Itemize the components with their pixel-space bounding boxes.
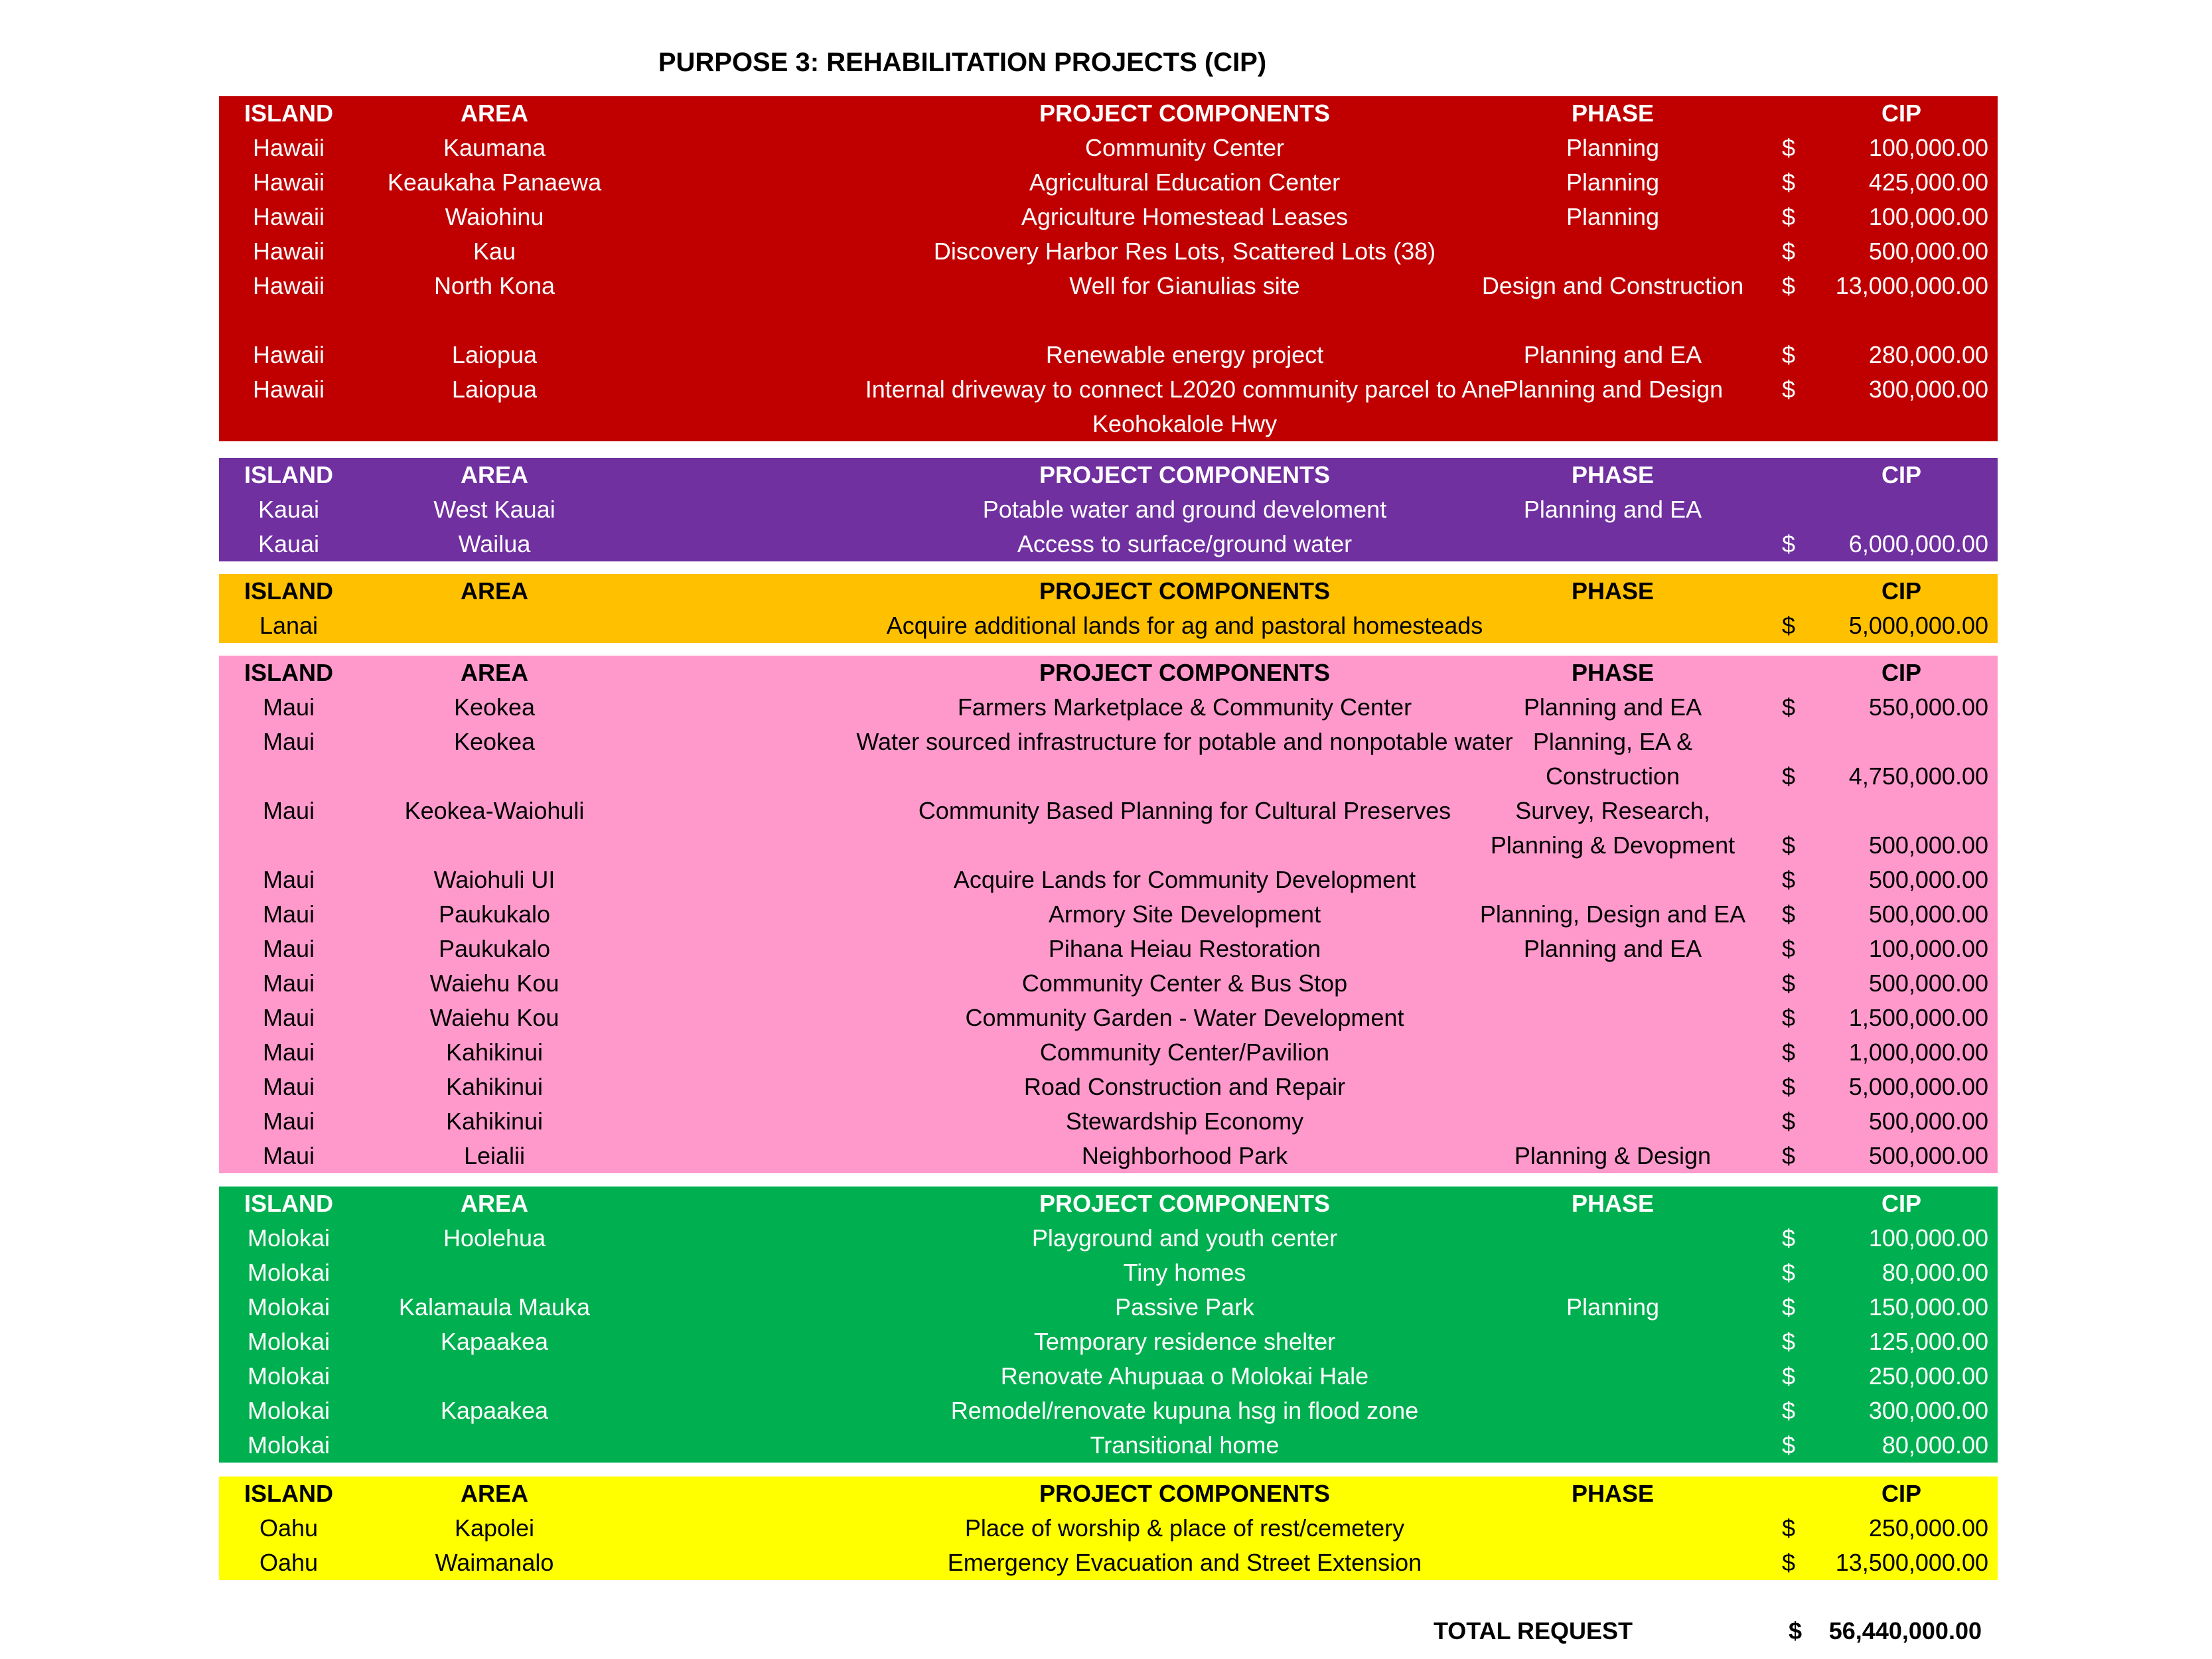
area-cell: Paukukalo [438,935,551,962]
project-cell: Playground and youth center [1031,1224,1338,1252]
header-row [219,1477,1998,1511]
table-row [219,609,1998,643]
dollar-sign: $ [1781,1004,1796,1031]
island-cell: Molokai [247,1431,331,1459]
header-phase: PHASE [1571,461,1655,488]
area-cell: Laiopua [451,376,538,403]
project-cell: Acquire Lands for Community Development [953,866,1416,893]
table-row [219,1394,1998,1428]
phase-cell: Planning [1566,169,1660,196]
dollar-sign: $ [1781,1362,1796,1390]
island-cell: Maui [262,728,315,755]
header-cip: CIP [1881,659,1921,686]
table-row [219,863,1998,897]
header-island: ISLAND [244,577,333,605]
cip-amount: 300,000.00 [1868,376,1988,403]
island-cell: Hawaii [252,203,325,230]
island-cell: Kauai [258,496,320,523]
dollar-sign: $ [1781,612,1796,639]
area-cell: Hoolehua [443,1224,546,1252]
cip-amount: 500,000.00 [1868,901,1988,928]
table-row [219,1104,1998,1139]
island-cell: Lanai [259,612,319,639]
area-cell: Kahikinui [445,1039,544,1066]
project-cell: Remodel/renovate kupuna hsg in flood zone [950,1397,1419,1424]
project-cell: Neighborhood Park [1081,1142,1288,1169]
project-cell: Well for Gianulias site [1069,272,1300,299]
area-cell: Keokea [453,693,536,721]
dollar-sign: $ [1781,762,1796,790]
table-row [219,492,1998,527]
phase-cell: Planning, Design and EA [1479,901,1746,928]
total-amount: 56,440,000.00 [1828,1617,1982,1644]
cip-amount: 1,500,000.00 [1848,1004,1988,1031]
cip-amount: 100,000.00 [1868,134,1988,161]
phase-cell: Planning and EA [1523,341,1702,368]
header-row [219,1187,1998,1221]
header-project-components: PROJECT COMPONENTS [1039,461,1331,488]
area-cell: Laiopua [451,341,538,368]
cip-amount: 250,000.00 [1868,1362,1988,1390]
project-cell: Road Construction and Repair [1023,1073,1346,1100]
dollar-sign: $ [1781,1259,1796,1286]
project-cell: Agriculture Homestead Leases [1021,203,1349,230]
area-cell: Keokea [453,728,536,755]
phase-cell: Planning and EA [1523,496,1702,523]
project-cell: Armory Site Development [1048,901,1321,928]
island-section [219,1187,1998,1463]
area-cell: Keaukaha Panaewa [387,169,602,196]
area-cell: Waiohinu [445,203,544,230]
project-cell: Access to surface/ground water [1017,530,1353,557]
table-row [219,1221,1998,1256]
header-project-components: PROJECT COMPONENTS [1039,100,1331,127]
project-cell: Tiny homes [1123,1259,1246,1286]
phase-cell-continued: Construction [1545,762,1680,790]
header-cip: CIP [1881,1480,1921,1507]
project-cell: Temporary residence shelter [1033,1328,1336,1355]
project-cell: Agricultural Education Center [1029,169,1341,196]
dollar-sign: $ [1781,866,1796,893]
phase-cell: Planning [1566,203,1660,230]
header-island: ISLAND [244,461,333,488]
header-row [219,96,1998,131]
phase-cell: Planning & Design [1514,1142,1712,1169]
island-section [219,458,1998,561]
area-cell: Kahikinui [445,1108,544,1135]
dollar-sign: $ [1781,1073,1796,1100]
header-area: AREA [460,1190,528,1217]
project-cell-continued: Keohokalole Hwy [1092,410,1278,437]
cip-amount: 500,000.00 [1868,866,1988,893]
dollar-sign: $ [1781,530,1796,557]
project-cell: Internal driveway to connect L2020 community parcel to Ane [865,376,1505,403]
area-cell: Kapolei [454,1514,535,1542]
table-row [219,1139,1998,1173]
project-cell: Passive Park [1114,1293,1255,1321]
table-row [219,1325,1998,1359]
table-row [219,165,1998,200]
cip-amount: 5,000,000.00 [1848,1073,1988,1100]
page-title: PURPOSE 3: REHABILITATION PROJECTS (CIP) [658,48,1267,77]
project-cell: Place of worship & place of rest/cemetery [964,1514,1405,1542]
cip-amount: 150,000.00 [1868,1293,1988,1321]
header-row [219,458,1998,492]
dollar-sign: $ [1781,1431,1796,1459]
dollar-sign: $ [1781,203,1796,230]
dollar-sign: $ [1781,169,1796,196]
phase-cell: Planning and EA [1523,935,1702,962]
island-cell: Maui [262,1108,315,1135]
cip-amount: 1,000,000.00 [1848,1039,1988,1066]
island-cell: Molokai [247,1224,331,1252]
header-row [219,574,1998,609]
header-phase: PHASE [1571,577,1655,605]
area-cell: Waiohuli UI [433,866,555,893]
project-cell: Community Center [1084,134,1285,161]
header-area: AREA [460,659,528,686]
dollar-sign: $ [1781,272,1796,299]
project-cell: Renewable energy project [1045,341,1324,368]
project-cell: Farmers Marketplace & Community Center [957,693,1412,721]
area-cell: Kapaakea [440,1397,549,1424]
island-cell: Hawaii [252,341,325,368]
area-cell: Keokea-Waiohuli [404,797,585,824]
header-phase: PHASE [1571,659,1655,686]
dollar-sign: $ [1781,935,1796,962]
island-cell: Molokai [247,1293,331,1321]
table-row [219,794,1998,863]
header-area: AREA [460,577,528,605]
header-project-components: PROJECT COMPONENTS [1039,659,1331,686]
table-row [219,1428,1998,1463]
dollar-sign: $ [1781,1397,1796,1424]
header-area: AREA [460,461,528,488]
island-cell: Oahu [259,1549,319,1576]
table-row [219,372,1998,441]
cip-amount: 80,000.00 [1881,1431,1988,1459]
cip-amount: 500,000.00 [1868,831,1988,859]
cip-amount: 250,000.00 [1868,1514,1988,1542]
island-cell: Hawaii [252,134,325,161]
phase-cell: Planning and EA [1523,693,1702,721]
dollar-sign: $ [1781,1108,1796,1135]
cip-amount: 80,000.00 [1881,1259,1988,1286]
cip-amount: 500,000.00 [1868,1108,1988,1135]
project-cell: Pihana Heiau Restoration [1048,935,1321,962]
cip-amount: 100,000.00 [1868,203,1988,230]
area-cell: Kaumana [443,134,546,161]
area-cell: West Kauai [433,496,555,523]
phase-cell: Design and Construction [1481,272,1744,299]
island-cell: Maui [262,866,315,893]
dollar-sign: $ [1781,1039,1796,1066]
project-cell: Renovate Ahupuaa o Molokai Hale [1000,1362,1369,1390]
total-dollar-sign: $ [1788,1617,1803,1644]
area-cell: Kalamaula Mauka [398,1293,591,1321]
table-row [219,269,1998,303]
table-row [219,897,1998,932]
dollar-sign: $ [1781,693,1796,721]
table-row [219,725,1998,794]
island-section [219,574,1998,643]
table-row [219,131,1998,165]
header-cip: CIP [1881,1190,1921,1217]
cip-amount: 13,500,000.00 [1835,1549,1988,1576]
cip-amount: 500,000.00 [1868,238,1988,265]
header-project-components: PROJECT COMPONENTS [1039,1480,1331,1507]
dollar-sign: $ [1781,1514,1796,1542]
table-row [219,1546,1998,1580]
area-cell: Waiehu Kou [429,1004,559,1031]
table-row [219,1511,1998,1546]
table-row [219,200,1998,234]
cip-amount: 300,000.00 [1868,1397,1988,1424]
dollar-sign: $ [1781,1328,1796,1355]
cip-amount: 500,000.00 [1868,970,1988,997]
phase-cell-continued: Planning & Devopment [1490,831,1735,859]
table-row [219,1035,1998,1070]
project-cell: Discovery Harbor Res Lots, Scattered Lots (38) [933,238,1436,265]
total-request [1433,1614,1991,1648]
table-row [219,1070,1998,1104]
area-cell: North Kona [433,272,555,299]
area-cell: Waiehu Kou [429,970,559,997]
project-cell: Community Based Planning for Cultural Preserves [918,797,1451,824]
island-cell: Maui [262,693,315,721]
cip-amount: 5,000,000.00 [1848,612,1988,639]
island-cell: Maui [262,970,315,997]
cip-amount: 280,000.00 [1868,341,1988,368]
area-cell: Leialii [463,1142,526,1169]
dollar-sign: $ [1781,901,1796,928]
header-phase: PHASE [1571,1480,1655,1507]
table-row [219,338,1998,372]
header-phase: PHASE [1571,100,1655,127]
dollar-sign: $ [1781,341,1796,368]
area-cell: Kau [473,238,516,265]
cip-amount: 125,000.00 [1868,1328,1988,1355]
table-row [219,1290,1998,1325]
table-row [219,1256,1998,1290]
island-cell: Oahu [259,1514,319,1542]
header-area: AREA [460,1480,528,1507]
island-cell: Hawaii [252,376,325,403]
island-cell: Maui [262,1073,315,1100]
island-section [219,656,1998,1173]
table-row [219,1001,1998,1035]
island-cell: Molokai [247,1328,331,1355]
cip-amount: 100,000.00 [1868,935,1988,962]
area-cell: Paukukalo [438,901,551,928]
phase-cell: Planning and Design [1502,376,1724,403]
table-row [219,1359,1998,1394]
dollar-sign: $ [1781,1293,1796,1321]
header-cip: CIP [1881,577,1921,605]
project-cell: Water sourced infrastructure for potable and nonpotable water [856,728,1513,755]
dollar-sign: $ [1781,831,1796,859]
island-cell: Maui [262,797,315,824]
island-cell: Kauai [258,530,320,557]
table-row [219,932,1998,966]
header-island: ISLAND [244,100,333,127]
dollar-sign: $ [1781,1549,1796,1576]
table-row [219,527,1998,561]
island-section [219,1477,1998,1580]
dollar-sign: $ [1781,238,1796,265]
project-cell: Transitional home [1090,1431,1280,1459]
header-area: AREA [460,100,528,127]
project-cell: Acquire additional lands for ag and pastoral homesteads [886,612,1483,639]
area-cell: Wailua [458,530,531,557]
phase-cell: Planning [1566,134,1660,161]
table-row [219,690,1998,725]
header-cip: CIP [1881,100,1921,127]
header-project-components: PROJECT COMPONENTS [1039,1190,1331,1217]
header-row [219,656,1998,690]
total-label: TOTAL REQUEST [1433,1617,1633,1644]
island-cell: Maui [262,1142,315,1169]
project-cell: Community Center/Pavilion [1039,1039,1330,1066]
project-cell: Potable water and ground develoment [982,496,1387,523]
cip-amount: 100,000.00 [1868,1224,1988,1252]
area-cell: Kapaakea [440,1328,549,1355]
island-cell: Hawaii [252,169,325,196]
island-cell: Molokai [247,1259,331,1286]
island-cell: Maui [262,901,315,928]
dollar-sign: $ [1781,1224,1796,1252]
cip-amount: 13,000,000.00 [1835,272,1988,299]
header-cip: CIP [1881,461,1921,488]
phase-cell: Planning [1566,1293,1660,1321]
cip-amount: 425,000.00 [1868,169,1988,196]
dollar-sign: $ [1781,1142,1796,1169]
header-project-components: PROJECT COMPONENTS [1039,577,1331,605]
cip-amount: 4,750,000.00 [1848,762,1988,790]
project-cell: Community Center & Bus Stop [1021,970,1348,997]
dollar-sign: $ [1781,376,1796,403]
cip-amount: 550,000.00 [1868,693,1988,721]
island-cell: Maui [262,935,315,962]
cip-amount: 6,000,000.00 [1848,530,1988,557]
dollar-sign: $ [1781,970,1796,997]
island-cell: Hawaii [252,272,325,299]
island-cell: Maui [262,1039,315,1066]
table-row [219,234,1998,269]
header-island: ISLAND [244,1190,333,1217]
island-cell: Molokai [247,1362,331,1390]
island-cell: Maui [262,1004,315,1031]
header-island: ISLAND [244,659,333,686]
header-phase: PHASE [1571,1190,1655,1217]
island-section [219,96,1998,441]
cip-amount: 500,000.00 [1868,1142,1988,1169]
island-cell: Hawaii [252,238,325,265]
area-cell: Kahikinui [445,1073,544,1100]
island-cell: Molokai [247,1397,331,1424]
dollar-sign: $ [1781,134,1796,161]
phase-cell: Survey, Research, [1515,797,1710,824]
phase-cell: Planning, EA & [1532,728,1693,755]
table-row [219,966,1998,1001]
table-row [219,303,1998,338]
header-island: ISLAND [244,1480,333,1507]
area-cell: Waimanalo [435,1549,554,1576]
project-cell: Community Garden - Water Development [965,1004,1404,1031]
project-cell: Stewardship Economy [1065,1108,1304,1135]
project-cell: Emergency Evacuation and Street Extension [947,1549,1422,1576]
